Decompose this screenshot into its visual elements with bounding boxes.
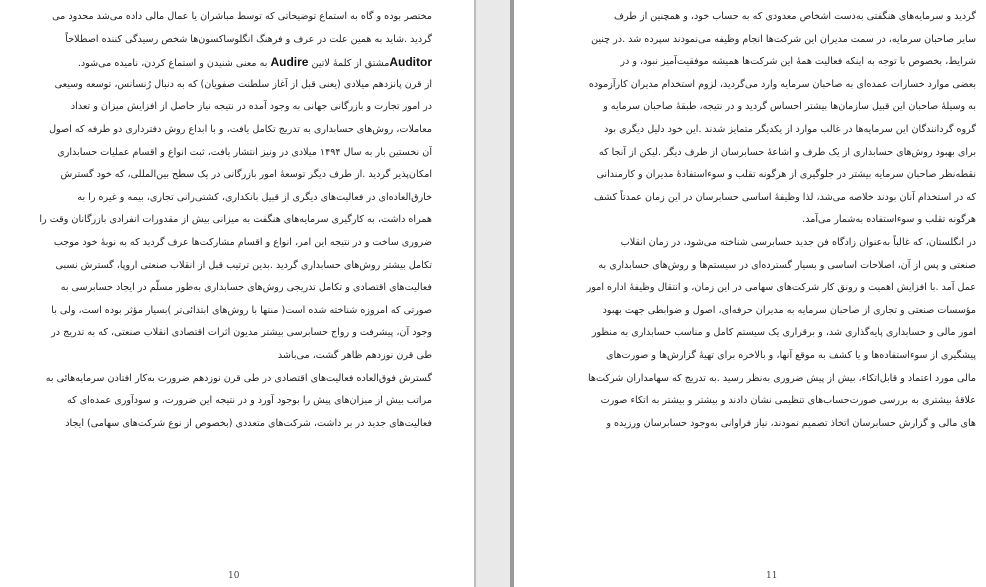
text-line: های مالی و گزارش حسابرسان اتخاذ تصمیم نمودند، نیاز فراوانی به‌وجود حسابرسان ورزیده و	[606, 417, 976, 429]
text-line: طی قرن نوزدهم ظاهر گشت، می‌باشد	[277, 349, 432, 361]
text-line-with-latin: Auditorمشتق از کلمهٔ لاتین Audire به معنی شنیدن و استماع کردن، نامیده می‌شود.	[77, 55, 432, 70]
page-body-text	[526, 6, 976, 435]
page-edge-shadow	[510, 0, 514, 587]
text-line: بعضی موارد خسارات عمده‌ای به صاحبان سرمایه وارد می‌گردید، لزوم استخدام مدیران کارآزموده	[588, 78, 976, 90]
text-line: گروه گردانندگان این سرمایه‌ها در غالب موارد از یکدیگر متمایز شدند .این خود دلیل دیگری بود	[604, 123, 976, 135]
text-line: مراتب بیش از میزان‌های پیش را بوجود آورد و در نتیجه این ضرورت، و سودآوری عمده‌ای که	[66, 395, 432, 407]
text-line: عمل آمد .با افزایش اهمیت و رونق کار شرکت‌های سهامی در این زمان، و انتقال وظیفهٔ اداره امور	[586, 282, 976, 294]
text-line: تکامل بیشتر روش‌های حسابداری گردید .بدین ترتیب قبل از انقلاب صنعتی اروپا، گسترش نسبی	[55, 259, 432, 271]
text-line: شرایط، بخصوص با توجه به اینکه فعالیت همهٔ این شرکت‌ها همیشه موفقیت‌آمیز نبود، و در	[620, 56, 976, 68]
text-line: همراه داشت، به کارگیری سرمایه‌های هنگفت به میزانی بیش از مقدورات انفرادی بازرگانان وقت را	[39, 214, 432, 226]
text-line: فعالیت‌های اقتصادی و تکامل تدریجی روش‌های حسابداری به‌طور مسلّم در ایجاد حسابرسی به	[60, 282, 432, 294]
text-line: وجود آن، پیشرفت و رواج حسابرسی بیشتر مدیون اثرات اقتصادی انقلاب صنعتی، که به تدریج در	[51, 327, 432, 339]
text-line: امور مالی و حسابداری پایه‌گذاری شد، و برقراری یک سیستم کامل و مناسب حسابداری به منظور	[591, 327, 976, 339]
text-line: مختصر بوده و گاه به استماع توضیحاتی که توسط مباشران یا عمال مالی داده می‌شد محدود می	[52, 11, 432, 22]
text-line: معاملات، روش‌های حسابداری به تدریج تکامل یافت، و با ابداع روش دفترداری دو طرفه که اصول	[49, 123, 432, 135]
text-line: در انگلستان، که غالباً به‌عنوان زادگاه فن جدید حسابرسی شناخته می‌شود، در زمان انقلاب	[620, 236, 976, 248]
latin-word-auditor: Auditor	[389, 55, 432, 70]
text-line: سایر صاحبان سرمایه، در سمت مدیران این شرکت‌ها انجام وظیفه می‌نمودند سپرده شد .در چنین	[591, 33, 976, 45]
text-line: امکان‌پذیر گردید .از طرف دیگر توسعهٔ امور بازرگانی در یک سطح بین‌المللی، که خود گسترش	[60, 169, 432, 181]
text-line: گردید .شاید به همین علت در عرف و فرهنگ انگلوساکسون‌ها شخص رسیدگی کننده اصطلاحاً	[65, 33, 432, 45]
page-number: 11	[766, 571, 778, 581]
text-line: در امور تجارت و بازرگانی جهانی به وجود آمده در نتیجه نیاز حاصل از افزایش میزان و تعداد	[70, 101, 432, 113]
text-line: که در استخدام آنان بودند خلاصه می‌شد، لذا وظیفهٔ اساسی حسابرسان در این زمان عمدتاً کشف	[593, 191, 976, 203]
text-line: صورتی که امروزه شناخته شده است( منتها با روش‌های ابتدائی‌تر )بسیار مؤثر بوده است، ولی با	[51, 304, 432, 316]
text-line: مالی مورد اعتماد و قابل‌اتکاء، بیش از پیش ضروری به‌نظر رسید .به تدریج که سهامداران شرکت‌ها	[588, 372, 976, 384]
text-line: هرگونه تقلب و سوءاستفاده به‌شمار می‌آمد.	[802, 214, 976, 226]
text-line: گردید و سرمایه‌های هنگفتی به‌دست اشخاص معدودی که به حساب خود، و همچنین از طرف	[614, 11, 976, 22]
text-line: آن نخستین بار به سال ۱۴۹۴ میلادی در ونیز انتشار یافت، ثبت انواع و اقسام عملیات حسابداری	[57, 146, 432, 158]
page-edge-shadow	[474, 0, 476, 587]
text-line: فعالیت‌های جدید در بر داشت، شرکت‌های متعددی (بخصوص از نوع شرکت‌های سهامی) ایجاد	[65, 417, 432, 429]
document-page-right	[514, 0, 986, 587]
text-line: مؤسسات صنعتی و تجاری از صاحبان سرمایه به مدیران حرفه‌ای، اصول و ضوابطی جهت بهبود	[602, 304, 976, 316]
text-line: ضروری ساخت و در نتیجه این امر، انواع و اقسام مشارکت‌ها عرف گردید که به نوبهٔ خود موجب	[53, 236, 432, 248]
text-line: صنعتی و پس از آن، اصلاحات اساسی و بسیار گسترده‌ای در سیستم‌ها و روش‌های حسابداری به	[598, 259, 976, 271]
document-page-left	[0, 0, 474, 587]
text-line: گسترش فوق‌العاده فعالیت‌های اقتصادی در طی قرن نوزدهم ضرورت به‌کار افتادن سرمایه‌هائی به	[45, 372, 432, 384]
text-line: از قرن پانزدهم میلادی (یعنی قبل از آغاز سلطنت صفویان) که به دنبال رُنسانس، توسعه وسیعی	[54, 78, 432, 90]
text-line: خارق‌العاده‌ای در فعالیت‌های دیگری از قبیل بانکداری، کشتی‌رانی تجاری، بیمه و غیره را به	[77, 191, 432, 203]
page-body-text	[12, 6, 432, 435]
text-line: پیشگیری از سوءاستفاده‌ها و یا کشف به موقع آنها، و بالاخره برای تهیهٔ گزارش‌ها و صورت‌های	[606, 349, 976, 361]
text-line: علاقهٔ بیشتری به بررسی صورت‌حساب‌های تنظیمی نشان دادند و بیشتر و بیشتر به اتکاء صورت	[600, 395, 976, 407]
page-number: 10	[228, 571, 240, 581]
text-line: برای بهبود روش‌های حسابداری از یک طرف و اشاعهٔ حسابرسان از طرف دیگر .لیکن از آنجا که	[598, 146, 976, 158]
text-line: نقطه‌نظر صاحبان سرمایه بیشتر در جلوگیری از هرگونه تقلب و سوءاستفادهٔ مدیران و کارمندانی	[596, 169, 976, 181]
latin-word-audire: Audire	[270, 55, 309, 70]
text-line: به وسیلهٔ صاحبان این قبیل سازمان‌ها بیشتر احساس گردید و در نتیجه، طبقهٔ صاحبان سرمایه و	[603, 101, 976, 113]
